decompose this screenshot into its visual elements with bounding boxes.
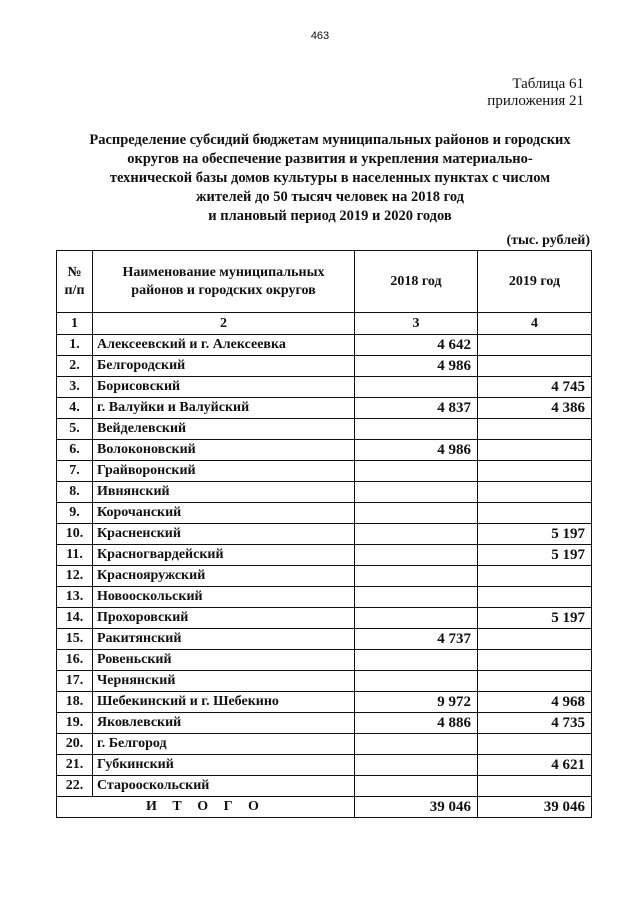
- district-name: Волоконовский: [93, 440, 355, 461]
- district-name: Ракитянский: [93, 629, 355, 650]
- value-2018: [355, 419, 478, 440]
- value-2019: 5 197: [478, 524, 592, 545]
- value-2018: 4 737: [355, 629, 478, 650]
- row-number: 7.: [57, 461, 93, 482]
- row-number: 12.: [57, 566, 93, 587]
- row-number: 16.: [57, 650, 93, 671]
- district-name: Старооскольский: [93, 776, 355, 797]
- value-2019: 4 968: [478, 692, 592, 713]
- row-number: 10.: [57, 524, 93, 545]
- table-row: [57, 713, 592, 734]
- table-ref-line1: Таблица 61: [512, 76, 584, 92]
- row-number: 8.: [57, 482, 93, 503]
- value-2018: [355, 734, 478, 755]
- value-2019: [478, 503, 592, 524]
- table-row: [57, 608, 592, 629]
- value-2018: 4 986: [355, 440, 478, 461]
- value-2018: [355, 608, 478, 629]
- row-number: 17.: [57, 671, 93, 692]
- column-number: 3: [355, 313, 478, 335]
- row-number: 20.: [57, 734, 93, 755]
- value-2019: [478, 629, 592, 650]
- value-2019: 5 197: [478, 608, 592, 629]
- header-num: № п/п: [57, 251, 93, 313]
- district-name: Губкинский: [93, 755, 355, 776]
- title-line: округов на обеспечение развития и укрепления материально-: [127, 151, 533, 167]
- district-name: Борисовский: [93, 377, 355, 398]
- district-name: Шебекинский и г. Шебекино: [93, 692, 355, 713]
- total-label: И Т О Г О: [57, 797, 355, 818]
- column-number-row: [57, 313, 592, 335]
- district-name: Чернянский: [93, 671, 355, 692]
- document-title: [70, 131, 590, 226]
- district-name: Белгородский: [93, 356, 355, 377]
- total-2019: 39 046: [478, 797, 592, 818]
- value-2018: 4 986: [355, 356, 478, 377]
- district-name: Ивнянский: [93, 482, 355, 503]
- district-name: Грайворонский: [93, 461, 355, 482]
- row-number: 18.: [57, 692, 93, 713]
- table-ref-line2: приложения 21: [487, 93, 584, 109]
- table-row: [57, 482, 592, 503]
- title-line: жителей до 50 тысяч человек на 2018 год: [196, 189, 464, 205]
- table-row: [57, 503, 592, 524]
- row-number: 5.: [57, 419, 93, 440]
- value-2019: [478, 734, 592, 755]
- column-number: 1: [57, 313, 93, 335]
- header-2019: 2019 год: [478, 251, 592, 313]
- row-number: 11.: [57, 545, 93, 566]
- value-2018: [355, 482, 478, 503]
- subsidy-table: [56, 250, 592, 818]
- row-number: 3.: [57, 377, 93, 398]
- district-name: Красногвардейский: [93, 545, 355, 566]
- unit-label: (тыс. рублей): [506, 233, 590, 248]
- value-2019: 4 745: [478, 377, 592, 398]
- row-number: 13.: [57, 587, 93, 608]
- district-name: Красненский: [93, 524, 355, 545]
- value-2019: [478, 440, 592, 461]
- table-row: [57, 587, 592, 608]
- value-2019: 5 197: [478, 545, 592, 566]
- table-row: [57, 671, 592, 692]
- district-name: Прохоровский: [93, 608, 355, 629]
- value-2019: [478, 335, 592, 356]
- page-number: 463: [310, 30, 330, 42]
- table-row: [57, 440, 592, 461]
- header-name: Наименование муниципальных районов и городских округов: [93, 251, 355, 313]
- table-row: [57, 650, 592, 671]
- row-number: 2.: [57, 356, 93, 377]
- value-2019: [478, 461, 592, 482]
- table-row: [57, 356, 592, 377]
- value-2018: [355, 650, 478, 671]
- column-number: 2: [93, 313, 355, 335]
- column-number: 4: [478, 313, 592, 335]
- value-2018: [355, 524, 478, 545]
- value-2019: [478, 671, 592, 692]
- table-reference: [487, 76, 584, 110]
- value-2019: 4 621: [478, 755, 592, 776]
- header-row: [57, 251, 592, 313]
- district-name: Корочанский: [93, 503, 355, 524]
- value-2019: [478, 650, 592, 671]
- value-2019: [478, 587, 592, 608]
- value-2018: [355, 776, 478, 797]
- value-2019: 4 386: [478, 398, 592, 419]
- district-name: Новооскольский: [93, 587, 355, 608]
- value-2019: [478, 566, 592, 587]
- value-2019: [478, 356, 592, 377]
- table-row: [57, 398, 592, 419]
- table-row: [57, 461, 592, 482]
- table-row: [57, 524, 592, 545]
- row-number: 19.: [57, 713, 93, 734]
- table-row: [57, 377, 592, 398]
- value-2018: [355, 545, 478, 566]
- table-row: [57, 734, 592, 755]
- title-line: технической базы домов культуры в населенных пунктах с числом: [109, 170, 551, 186]
- value-2018: 9 972: [355, 692, 478, 713]
- district-name: г. Белгород: [93, 734, 355, 755]
- row-number: 22.: [57, 776, 93, 797]
- total-row: [57, 797, 592, 818]
- value-2019: [478, 776, 592, 797]
- total-2018: 39 046: [355, 797, 478, 818]
- value-2019: [478, 419, 592, 440]
- value-2018: [355, 755, 478, 776]
- district-name: Алексеевский и г. Алексеевка: [93, 335, 355, 356]
- table-row: [57, 545, 592, 566]
- title-line: и плановый период 2019 и 2020 годов: [208, 208, 452, 224]
- value-2018: 4 642: [355, 335, 478, 356]
- header-2018: 2018 год: [355, 251, 478, 313]
- value-2018: [355, 587, 478, 608]
- table-row: [57, 419, 592, 440]
- value-2018: [355, 503, 478, 524]
- district-name: Ровеньский: [93, 650, 355, 671]
- table-body: [57, 335, 592, 797]
- row-number: 1.: [57, 335, 93, 356]
- district-name: Вейделевский: [93, 419, 355, 440]
- row-number: 4.: [57, 398, 93, 419]
- value-2019: [478, 482, 592, 503]
- table-row: [57, 335, 592, 356]
- value-2018: [355, 671, 478, 692]
- table-row: [57, 776, 592, 797]
- table-row: [57, 629, 592, 650]
- table-row: [57, 692, 592, 713]
- table-row: [57, 755, 592, 776]
- row-number: 15.: [57, 629, 93, 650]
- row-number: 14.: [57, 608, 93, 629]
- row-number: 21.: [57, 755, 93, 776]
- value-2018: 4 837: [355, 398, 478, 419]
- district-name: г. Валуйки и Валуйский: [93, 398, 355, 419]
- value-2018: [355, 377, 478, 398]
- value-2019: 4 735: [478, 713, 592, 734]
- value-2018: [355, 566, 478, 587]
- district-name: Яковлевский: [93, 713, 355, 734]
- row-number: 9.: [57, 503, 93, 524]
- value-2018: 4 886: [355, 713, 478, 734]
- title-line: Распределение субсидий бюджетам муниципальных районов и городских: [89, 132, 571, 148]
- table-row: [57, 566, 592, 587]
- value-2018: [355, 461, 478, 482]
- row-number: 6.: [57, 440, 93, 461]
- district-name: Краснояружский: [93, 566, 355, 587]
